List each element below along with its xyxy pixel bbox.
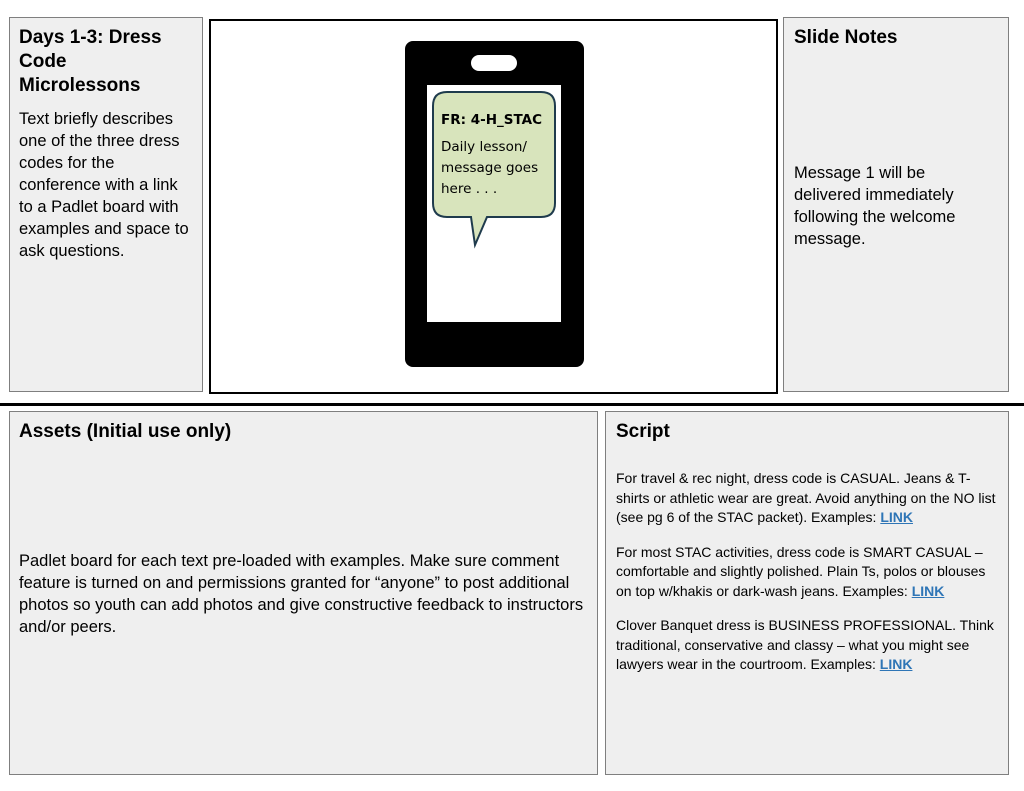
phone-screen	[427, 85, 561, 322]
script-title: Script	[616, 421, 670, 442]
lesson-panel	[9, 17, 203, 392]
message-bubble	[431, 91, 557, 221]
script-text: For travel & rec night, dress code is CASUAL. Jeans & T-shirts or athletic wear are great. Avoid anything on the NO list (see pg 6 of the STAC packet). Examples:	[616, 470, 996, 525]
assets-panel	[9, 411, 598, 775]
message-sender: FR: 4-H_STAC	[441, 112, 542, 128]
message-text: Daily lesson/ message goes here . . .	[441, 139, 539, 197]
script-text: Clover Banquet dress is BUSINESS PROFESSIONAL. Think traditional, conservative and classy – what you might see lawyers wear in the courtroom. Examples:	[616, 617, 994, 672]
section-divider	[0, 403, 1024, 406]
script-paragraph-casual	[616, 469, 998, 528]
phone-icon	[405, 41, 584, 367]
lesson-title: Days 1-3: Dress Code Microlessons	[19, 27, 162, 96]
script-panel	[605, 411, 1009, 775]
script-paragraph-business	[616, 616, 998, 675]
phone-mockup-panel	[209, 19, 778, 394]
script-text: For most STAC activities, dress code is SMART CASUAL – comfortable and slightly polished. Plain Ts, polos or blouses on top w/khakis or dark-wash jeans. Examples:	[616, 543, 986, 599]
slide-notes-panel	[783, 17, 1009, 392]
notes-title: Slide Notes	[794, 27, 898, 48]
lesson-description: Text briefly describes one of the three dress codes for the conference with a link to a Padlet board with examples and space to ask questions.	[19, 110, 189, 260]
assets-title: Assets (Initial use only)	[19, 421, 232, 442]
business-examples-link[interactable]: LINK	[879, 656, 913, 672]
notes-text: Message 1 will be delivered immediately following the welcome message.	[794, 164, 956, 248]
assets-text: Padlet board for each text pre-loaded with examples. Make sure comment feature is turned on and permissions granted for “anyone” to post additional photos so youth can add photos and give constructive feedback to instructors and/or peers.	[19, 552, 584, 636]
phone-speaker	[471, 55, 517, 71]
script-paragraph-smart-casual	[616, 543, 998, 602]
casual-examples-link[interactable]: LINK	[880, 509, 913, 525]
smart-casual-examples-link[interactable]: LINK	[911, 582, 945, 599]
